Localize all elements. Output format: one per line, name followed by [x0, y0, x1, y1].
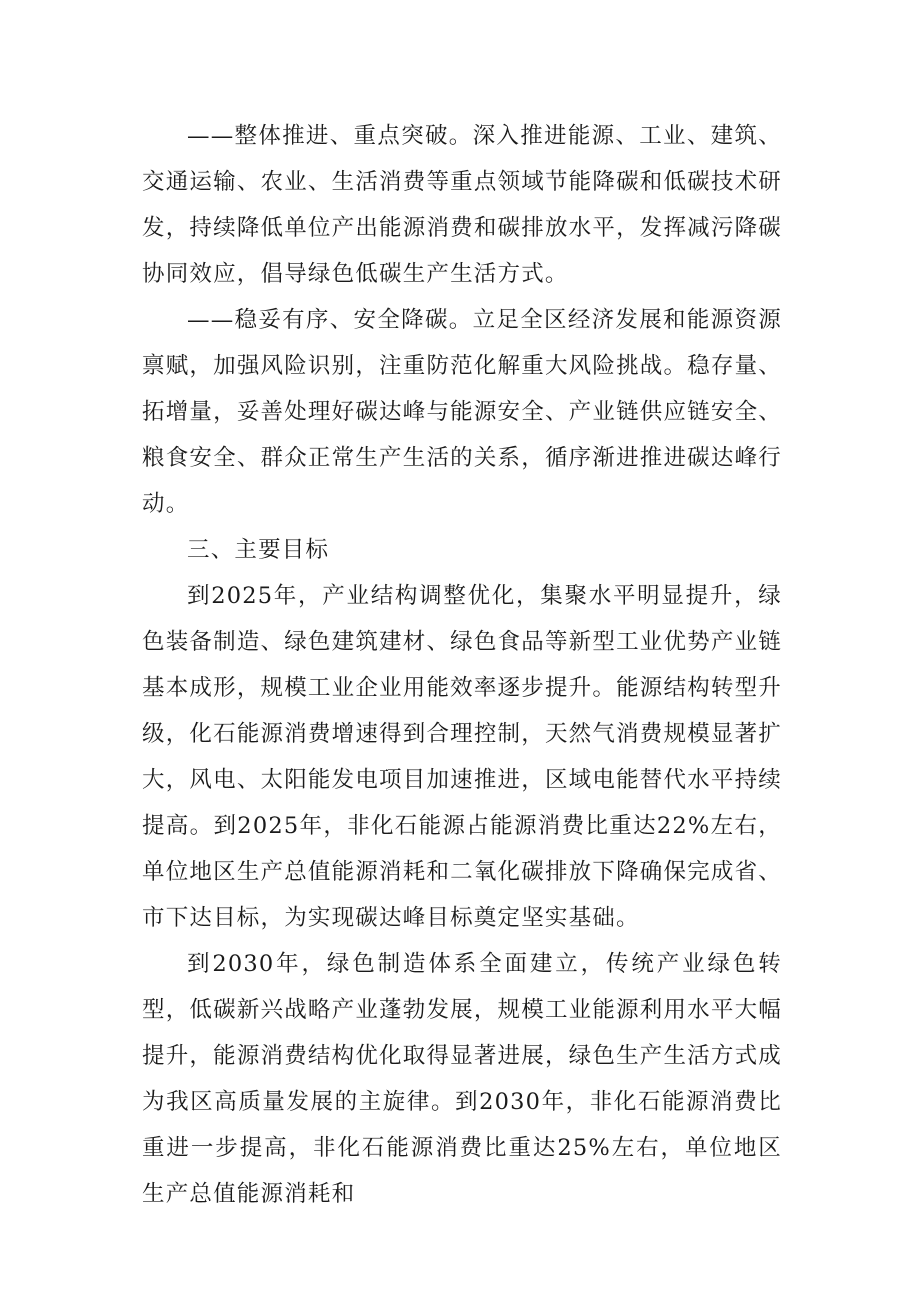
paragraph-goal-2025: 到2025年，产业结构调整优化，集聚水平明显提升，绿色装备制造、绿色建筑建材、绿色食品等新型工业优势产业链基本成形，规模工业企业用能效率逐步提升。能源结构转型升级，化石能源消费增速得到合理控制，天然气消费规模显著扩大，风电、太阳能发电项目加速推进，区域电能替代水平持续提高。到2025年，非化石能源占能源消费比重达22%左右，单位地区生产总值能源消耗和二氧化碳排放下降确保完成省、市下达目标，为实现碳达峰目标奠定坚实基础。 [142, 583, 782, 931]
paragraph-goal-2030: 到2030年，绿色制造体系全面建立，传统产业绿色转型，低碳新兴战略产业蓬勃发展，规模工业能源利用水平大幅提升，能源消费结构优化取得显著进展，绿色生产生活方式成为我区高质量发展的主旋律。到2030年，非化石能源消费比重进一步提高，非化石能源消费比重达25%左右，单位地区生产总值能源消耗和 [142, 951, 782, 1207]
paragraph-principle-overall: ——整体推进、重点突破。深入推进能源、工业、建筑、交通运输、农业、生活消费等重点领域节能降碳和低碳技术研发，持续降低单位产出能源消费和碳排放水平，发挥减污降碳协同效应，倡导绿色低碳生产生活方式。 [142, 123, 782, 287]
section-heading-main-goals: 三、主要目标 [187, 537, 330, 563]
paragraph-principle-safe: ——稳妥有序、安全降碳。立足全区经济发展和能源资源禀赋，加强风险识别，注重防范化解重大风险挑战。稳存量、拓增量，妥善处理好碳达峰与能源安全、产业链供应链安全、粮食安全、群众正常生产生活的关系，循序渐进推进碳达峰行动。 [142, 307, 782, 517]
document-body [142, 113, 782, 1217]
